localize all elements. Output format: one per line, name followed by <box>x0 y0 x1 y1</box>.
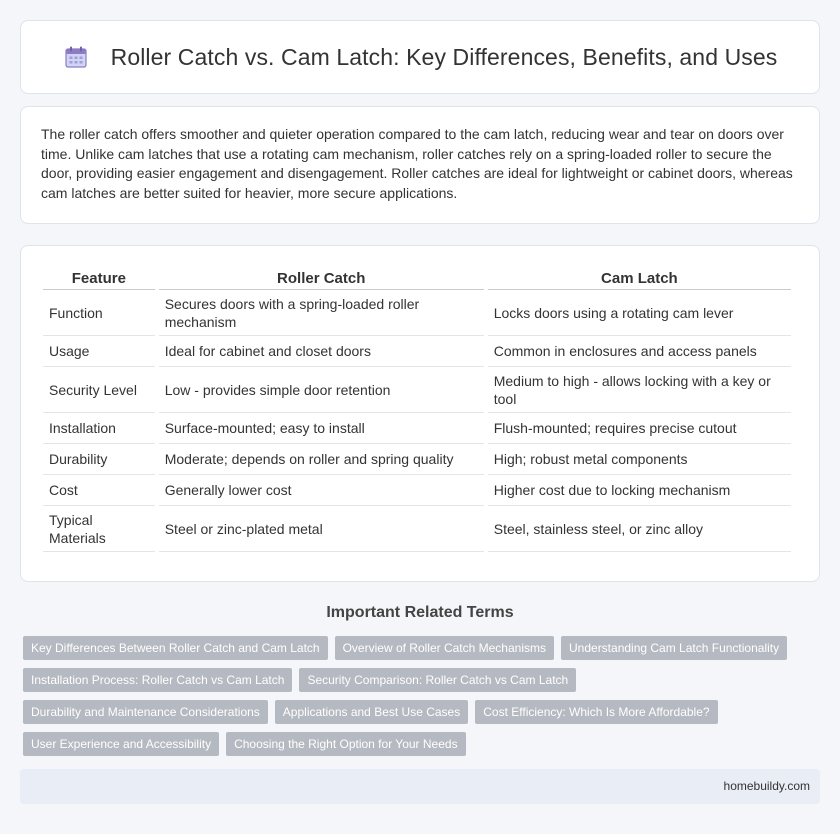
related-term-tag[interactable]: Durability and Maintenance Considerations <box>23 700 268 724</box>
cell-roller: Moderate; depends on roller and spring quality <box>159 444 484 475</box>
related-term-tag[interactable]: Cost Efficiency: Which Is More Affordable? <box>475 700 717 724</box>
cell-feature: Usage <box>43 336 155 367</box>
cell-feature: Installation <box>43 413 155 444</box>
cell-roller: Ideal for cabinet and closet doors <box>159 336 484 367</box>
related-term-tag[interactable]: Key Differences Between Roller Catch and Cam Latch <box>23 636 328 660</box>
related-term-tag[interactable]: Understanding Cam Latch Functionality <box>561 636 787 660</box>
header-roller-catch: Roller Catch <box>159 263 484 290</box>
related-term-tag[interactable]: Choosing the Right Option for Your Needs <box>226 732 465 756</box>
table-row <box>43 336 791 367</box>
cell-roller: Surface-mounted; easy to install <box>159 413 484 444</box>
footer <box>20 769 820 804</box>
intro-card <box>20 106 820 224</box>
tag-row <box>23 636 813 660</box>
table-row <box>43 413 791 444</box>
intro-paragraph: The roller catch offers smoother and quieter operation compared to the cam latch, reducing wear and tear on doors over time. Unlike cam latches that use a rotating cam mechanism, roller catches rely on a spring-loaded roller to secure the door, providing easier engagement and disengagement. Roller catches are ideal for lightweight or cabinet doors, whereas cam latches are better suited for heavier, more secure applications. <box>41 126 793 201</box>
related-terms-title: Important Related Terms <box>326 604 514 621</box>
comparison-table-card <box>20 245 820 582</box>
header-cam-latch: Cam Latch <box>488 263 791 290</box>
cell-cam: Steel, stainless steel, or zinc alloy <box>488 506 791 552</box>
cell-cam: Higher cost due to locking mechanism <box>488 475 791 506</box>
table-header-row <box>43 263 791 290</box>
related-terms-tags <box>23 636 813 764</box>
title-wrap <box>63 44 778 71</box>
cell-feature: Typical Materials <box>43 506 155 552</box>
cell-cam: High; robust metal components <box>488 444 791 475</box>
cell-feature: Cost <box>43 475 155 506</box>
related-term-tag[interactable]: Security Comparison: Roller Catch vs Cam Latch <box>299 668 576 692</box>
header-feature: Feature <box>43 263 155 290</box>
cell-feature: Security Level <box>43 367 155 413</box>
related-term-tag[interactable]: User Experience and Accessibility <box>23 732 219 756</box>
footer-site-link[interactable]: homebuildy.com <box>723 779 810 793</box>
tag-row <box>23 732 813 756</box>
page-title: Roller Catch vs. Cam Latch: Key Differences, Benefits, and Uses <box>110 43 778 70</box>
cell-feature: Durability <box>43 444 155 475</box>
calendar-icon <box>63 44 89 70</box>
header-card <box>20 20 820 94</box>
table-row <box>43 367 791 413</box>
cell-feature: Function <box>43 290 155 336</box>
cell-cam: Locks doors using a rotating cam lever <box>488 290 791 336</box>
table-row <box>43 506 791 552</box>
cell-cam: Common in enclosures and access panels <box>488 336 791 367</box>
cell-roller: Steel or zinc-plated metal <box>159 506 484 552</box>
cell-roller: Generally lower cost <box>159 475 484 506</box>
cell-cam: Medium to high - allows locking with a key or tool <box>488 367 791 413</box>
related-term-tag[interactable]: Installation Process: Roller Catch vs Cam Latch <box>23 668 292 692</box>
comparison-table <box>39 263 795 552</box>
related-term-tag[interactable]: Overview of Roller Catch Mechanisms <box>335 636 554 660</box>
cell-cam: Flush-mounted; requires precise cutout <box>488 413 791 444</box>
table-row <box>43 290 791 336</box>
cell-roller: Secures doors with a spring-loaded roller mechanism <box>159 290 484 336</box>
tag-row <box>23 700 813 724</box>
related-term-tag[interactable]: Applications and Best Use Cases <box>275 700 468 724</box>
table-row <box>43 444 791 475</box>
tag-row <box>23 668 813 692</box>
table-row <box>43 475 791 506</box>
cell-roller: Low - provides simple door retention <box>159 367 484 413</box>
